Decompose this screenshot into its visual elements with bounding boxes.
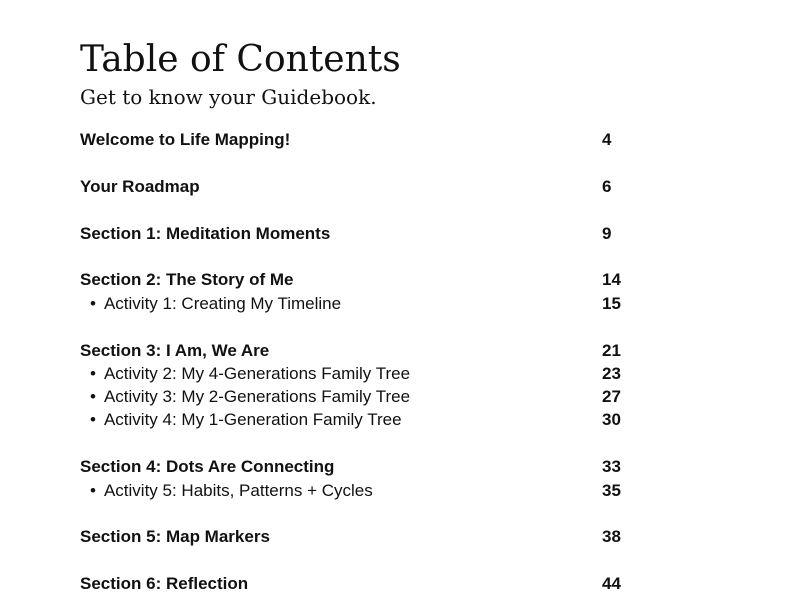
toc-entry-label: Section 6: Reflection — [80, 574, 249, 593]
bullet-icon: • — [90, 410, 96, 429]
toc-entry-section-3 — [80, 339, 640, 363]
toc-entry-label: Section 1: Meditation Moments — [80, 224, 331, 243]
toc-entry-roadmap — [80, 175, 640, 199]
toc-entry-section-5 — [80, 525, 640, 549]
toc-entry-page: 6 — [602, 177, 612, 196]
toc-entry-page: 15 — [602, 294, 621, 313]
toc-entry-text: Activity 5: Habits, Patterns + Cycles — [103, 481, 373, 500]
toc-entry-label: Your Roadmap — [80, 177, 200, 196]
toc-entry-page: 30 — [602, 410, 621, 429]
toc-entry-section-6 — [80, 572, 640, 596]
toc-entry-activity-3 — [80, 385, 640, 409]
toc-entry-activity-5 — [80, 479, 640, 503]
toc-entry-label — [90, 292, 341, 316]
toc-entry-label: Section 5: Map Markers — [80, 527, 270, 546]
bullet-icon: • — [90, 294, 96, 313]
page-title: Table of Contents — [80, 39, 401, 80]
toc-entry-page: 35 — [602, 481, 621, 500]
toc-entry-activity-1 — [80, 292, 640, 316]
toc-entry-page: 44 — [602, 574, 621, 593]
toc-entry-label — [90, 362, 410, 386]
toc-entry-page: 4 — [602, 130, 612, 149]
toc-entry-label — [90, 408, 402, 432]
toc-entry-page: 23 — [602, 364, 621, 383]
toc-entry-section-2 — [80, 268, 640, 292]
toc-entry-page: 9 — [602, 224, 612, 243]
toc-entry-label — [90, 385, 410, 409]
toc-entry-page: 27 — [602, 387, 621, 406]
toc-entry-label — [90, 479, 373, 503]
toc-entry-page: 33 — [602, 457, 621, 476]
toc-entry-label: Section 3: I Am, We Are — [80, 341, 270, 360]
toc-entry-section-4 — [80, 455, 640, 479]
toc-entry-page: 21 — [602, 341, 621, 360]
bullet-icon: • — [90, 364, 96, 383]
toc-entry-page: 38 — [602, 527, 621, 546]
toc-entry-label: Welcome to Life Mapping! — [80, 130, 291, 149]
toc-entry-text: Activity 2: My 4-Generations Family Tree — [103, 364, 411, 383]
toc-entry-text: Activity 3: My 2-Generations Family Tree — [103, 387, 411, 406]
toc-entry-page: 14 — [602, 270, 621, 289]
toc-entry-label: Section 4: Dots Are Connecting — [80, 457, 335, 476]
toc-entry-text: Activity 4: My 1-Generation Family Tree — [103, 410, 402, 429]
page-subtitle: Get to know your Guidebook. — [80, 85, 377, 109]
toc-entry-activity-4 — [80, 408, 640, 432]
toc-entry-text: Activity 1: Creating My Timeline — [103, 294, 342, 313]
toc-entry-activity-2 — [80, 362, 640, 386]
toc-entry-welcome — [80, 128, 640, 152]
bullet-icon: • — [90, 481, 96, 500]
bullet-icon: • — [90, 387, 96, 406]
toc-entry-label: Section 2: The Story of Me — [80, 270, 294, 289]
toc-entry-section-1 — [80, 222, 640, 246]
